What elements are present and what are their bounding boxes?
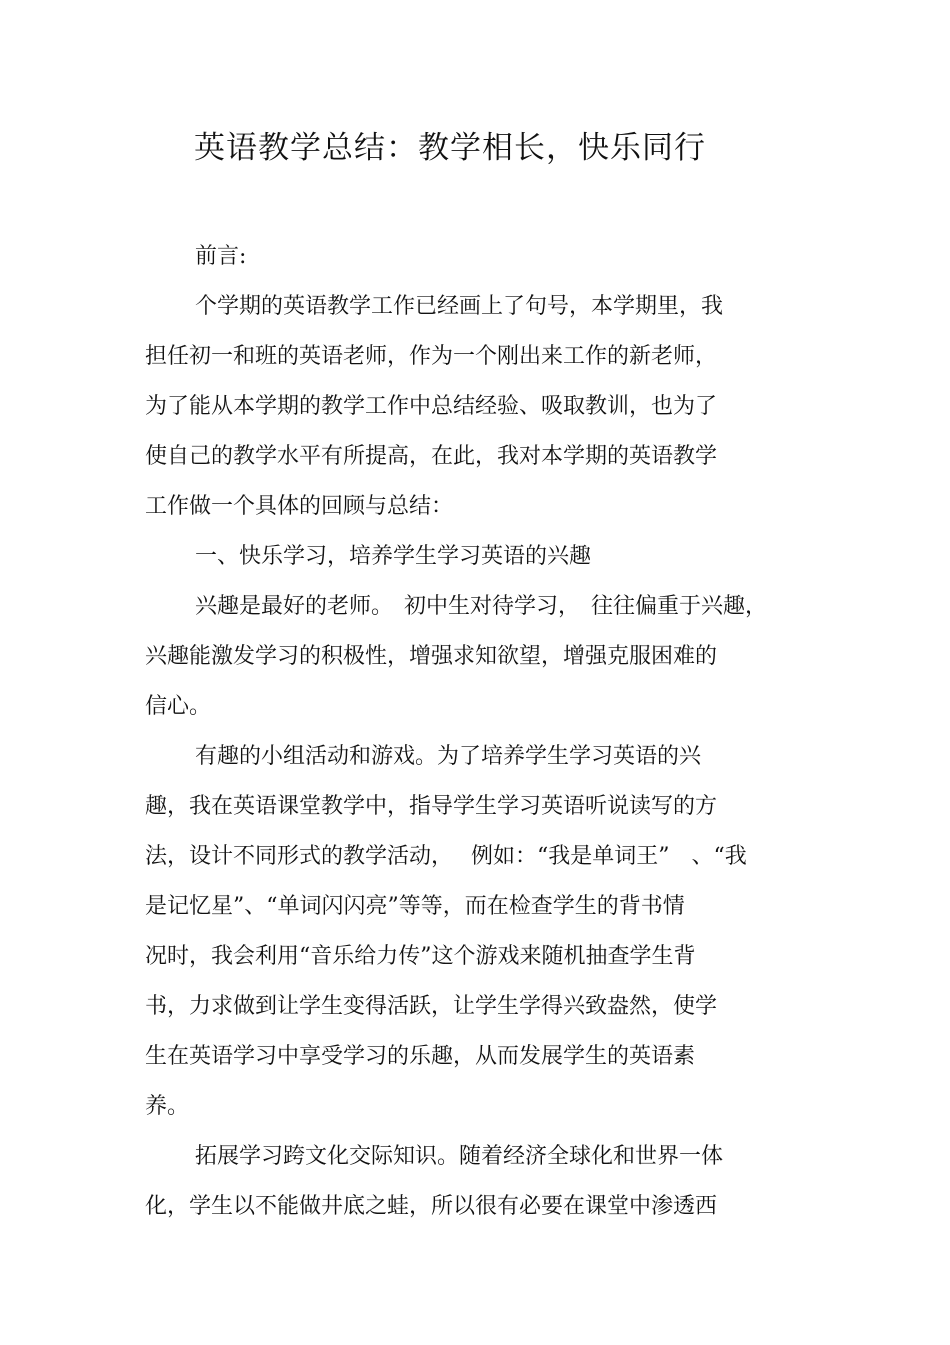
paragraph-line: 兴趣是最好的老师。 初中生对待学习， 往往偏重于兴趣， [195, 594, 768, 619]
paragraph-line: 养。 [145, 1094, 190, 1119]
section-heading: 一、快乐学习，培养学生学习英语的兴趣 [195, 544, 592, 569]
paragraph-line: 兴趣能激发学习的积极性，增强求知欲望，增强克服困难的 [145, 644, 718, 669]
paragraph-line: 生在英语学习中享受学习的乐趣，从而发展学生的英语素 [145, 1044, 696, 1069]
paragraph-line: 使自己的教学水平有所提高，在此，我对本学期的英语教学 [145, 444, 718, 469]
paragraph-line: 书，力求做到让学生变得活跃，让学生学得兴致盎然，使学 [145, 994, 718, 1019]
paragraph-line: 信心。 [145, 694, 212, 719]
paragraph-line: 工作做一个具体的回顾与总结： [145, 494, 454, 519]
document-title: 英语教学总结：教学相长，快乐同行 [194, 130, 706, 166]
paragraph-line: 化，学生以不能做井底之蛙，所以很有必要在课堂中渗透西 [145, 1194, 718, 1219]
paragraph-line: 法，设计不同形式的教学活动， 例如：“我是单词王” 、“我 [145, 844, 747, 869]
paragraph-line: 趣，我在英语课堂教学中，指导学生学习英语听说读写的方 [145, 794, 718, 819]
paragraph-line: 担任初一和班的英语老师，作为一个刚出来工作的新老师， [145, 344, 718, 369]
paragraph-line: 为了能从本学期的教学工作中总结经验、吸取教训，也为了 [145, 394, 718, 419]
paragraph-line: 个学期的英语教学工作已经画上了句号，本学期里，我 [195, 294, 724, 319]
paragraph-line: 前言: [195, 244, 247, 269]
paragraph-line: 有趣的小组活动和游戏。为了培养学生学习英语的兴 [195, 744, 702, 769]
paragraph-line: 况时，我会利用“音乐给力传”这个游戏来随机抽查学生背 [145, 944, 696, 969]
paragraph-line: 拓展学习跨文化交际知识。随着经济全球化和世界一体 [195, 1144, 724, 1169]
paragraph-line: 是记忆星”、“单词闪闪亮”等等，而在检查学生的背书情 [145, 894, 685, 919]
